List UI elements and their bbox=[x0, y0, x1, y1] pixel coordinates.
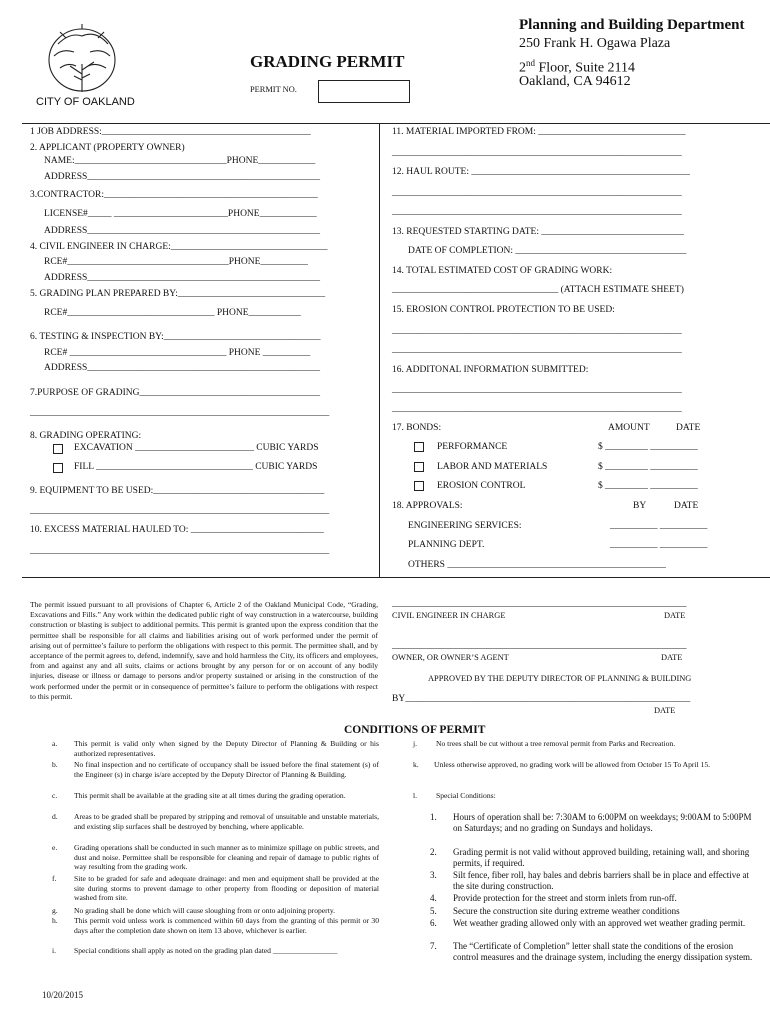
excess-material-field[interactable]: 10. EXCESS MATERIAL HAULED TO: ____________________________ bbox=[30, 525, 324, 535]
condition-b-label: b. bbox=[52, 760, 58, 769]
special-condition-7-number: 7. bbox=[430, 941, 437, 951]
labor-amount-field[interactable]: $ _________ __________ bbox=[598, 462, 698, 472]
city-of-oakland-tree-logo bbox=[30, 22, 138, 98]
testing-address-field[interactable]: ADDRESS_________________________________________________ bbox=[44, 363, 321, 373]
condition-k: Unless otherwise approved, no grading work will be allowed from October 15 To April 15. bbox=[434, 760, 711, 769]
engineering-services-label: ENGINEERING SERVICES: bbox=[408, 521, 522, 531]
condition-c: This permit shall be available at the grading site at all times during the grading operation. bbox=[74, 791, 346, 800]
condition-k-label: k. bbox=[413, 760, 419, 769]
condition-g: No grading shall be done which will cause sloughing from or onto adjoining property. bbox=[74, 906, 336, 915]
condition-d-label: d. bbox=[52, 812, 58, 821]
special-condition-4: Provide protection for the street and storm inlets from run-off. bbox=[453, 893, 677, 903]
approved-by-signature-line[interactable]: BY____________________________________________________________ bbox=[392, 694, 691, 704]
performance-checkbox[interactable] bbox=[414, 442, 424, 452]
condition-f: Site to be graded for safe and adequate drainage: and men and equipment shall be provided at the site during storms to prevent damage to other property from flooding or deposition of material washed from site. bbox=[74, 874, 379, 903]
special-condition-2: Grading permit is not valid without approved building, retaining wall, and shoring permits, if required. bbox=[453, 847, 750, 869]
condition-j: No trees shall be cut without a tree removal permit from Parks and Recreation. bbox=[436, 739, 676, 748]
testing-inspection-field[interactable]: 6. TESTING & INSPECTION BY:_________________________________ bbox=[30, 332, 321, 342]
condition-e: Grading operations shall be conducted in such manner as to minimize spillage on public streets, and dust and noise. Permittee shall be responsible for cleaning and repair of damage to public rights of way resulting from the grading work. bbox=[74, 843, 379, 872]
bonds-date-header: DATE bbox=[676, 423, 701, 433]
condition-e-label: e. bbox=[52, 843, 58, 852]
excavation-field[interactable]: EXCAVATION _________________________ CUBIC YARDS bbox=[74, 443, 319, 453]
bonds-amount-header: AMOUNT bbox=[608, 423, 650, 433]
engineer-address-field[interactable]: ADDRESS_________________________________________________ bbox=[44, 273, 321, 283]
special-condition-5: Secure the construction site during extreme weather conditions bbox=[453, 906, 680, 916]
condition-i: Special conditions shall apply as noted on the grading plan dated _________________ bbox=[74, 946, 338, 955]
planning-approval-field[interactable]: __________ __________ bbox=[610, 540, 708, 550]
condition-l-label: l. bbox=[413, 791, 418, 800]
special-condition-4-number: 4. bbox=[430, 893, 437, 903]
condition-d: Areas to be graded shall be prepared by stripping and removal of unsuitable and unstable materials, and existing slip surfaces shall be destroyed by benching, where applicable. bbox=[74, 812, 379, 831]
estimated-cost-field[interactable]: ___________________________________ (ATTACH ESTIMATE SHEET) bbox=[392, 285, 684, 295]
civil-engineer-date-label: DATE bbox=[664, 611, 686, 620]
completion-date-field[interactable]: DATE OF COMPLETION: ____________________________________ bbox=[408, 246, 687, 256]
contractor-field[interactable]: 3.CONTRACTOR:_____________________________________________ bbox=[30, 190, 318, 200]
permit-no-label: PERMIT NO. bbox=[250, 85, 297, 94]
job-address-field[interactable]: 1 JOB ADDRESS:____________________________________________ bbox=[30, 127, 311, 137]
engineer-rce-field[interactable]: RCE#__________________________________PHONE__________ bbox=[44, 257, 308, 267]
approved-by-label: APPROVED BY THE DEPUTY DIRECTOR OF PLANNING & BUILDING bbox=[428, 674, 692, 683]
performance-amount-field[interactable]: $ _________ __________ bbox=[598, 442, 698, 452]
additional-info-heading: 16. ADDITONAL INFORMATION SUBMITTED: bbox=[392, 365, 589, 375]
page-title: GRADING PERMIT bbox=[250, 52, 405, 71]
erosion-bond-label: EROSION CONTROL bbox=[437, 481, 526, 491]
condition-a-label: a. bbox=[52, 739, 58, 748]
labor-materials-label: LABOR AND MATERIALS bbox=[437, 462, 548, 472]
address-line-1: 250 Frank H. Ogawa Plaza bbox=[519, 36, 671, 51]
conditions-title: CONDITIONS OF PERMIT bbox=[344, 724, 486, 736]
equipment-field[interactable]: 9. EQUIPMENT TO BE USED:____________________________________ bbox=[30, 486, 325, 496]
middle-border bbox=[22, 577, 770, 578]
grading-operating-heading: 8. GRADING OPERATING: bbox=[30, 431, 142, 441]
civil-engineer-field[interactable]: 4. CIVIL ENGINEER IN CHARGE:_________________________________ bbox=[30, 242, 328, 252]
city-logo-caption: CITY OF OAKLAND bbox=[36, 96, 135, 108]
haul-route-field[interactable]: 12. HAUL ROUTE: ______________________________________________ bbox=[392, 167, 690, 177]
special-condition-3-number: 3. bbox=[430, 870, 437, 880]
special-condition-1-number: 1. bbox=[430, 812, 437, 822]
purpose-field[interactable]: 7.PURPOSE OF GRADING______________________________________ bbox=[30, 388, 321, 398]
additional-info-line-2[interactable]: _____________________________________________________________ bbox=[392, 404, 682, 414]
condition-l: Special Conditions: bbox=[436, 791, 496, 800]
contractor-address-field[interactable]: ADDRESS_________________________________________________ bbox=[44, 226, 321, 236]
bonds-heading: 17. BONDS: bbox=[392, 423, 442, 433]
approvals-by-header: BY bbox=[633, 501, 647, 511]
erosion-bond-checkbox[interactable] bbox=[414, 481, 424, 491]
applicant-heading: 2. APPLICANT (PROPERTY OWNER) bbox=[30, 143, 185, 153]
special-condition-2-number: 2. bbox=[430, 847, 437, 857]
additional-info-line-1[interactable]: _____________________________________________________________ bbox=[392, 385, 682, 395]
performance-label: PERFORMANCE bbox=[437, 442, 508, 452]
address-floor: 2 bbox=[519, 60, 526, 76]
fill-checkbox[interactable] bbox=[53, 463, 63, 473]
column-divider bbox=[379, 123, 380, 577]
condition-j-label: j. bbox=[413, 739, 418, 748]
condition-h: This permit void unless work is commenced within 60 days from the granting of this permit or 30 days after the completion date shown on item 13 above, whichever is earlier. bbox=[74, 916, 379, 935]
civil-engineer-signature-line[interactable]: ______________________________________________________________ bbox=[392, 599, 687, 609]
purpose-line[interactable]: _______________________________________________________________ bbox=[30, 408, 330, 418]
material-imported-field[interactable]: 11. MATERIAL IMPORTED FROM: _______________________________ bbox=[392, 127, 686, 137]
erosion-control-line-1[interactable]: _____________________________________________________________ bbox=[392, 326, 682, 336]
special-condition-6-number: 6. bbox=[430, 918, 437, 928]
approvals-heading: 18. APPROVALS: bbox=[392, 501, 463, 511]
special-condition-7: The “Certificate of Completion” letter shall state the conditions of the erosion control measures and the drainage system, including the energy dissipation system. bbox=[453, 941, 753, 963]
equipment-line[interactable]: _______________________________________________________________ bbox=[30, 506, 330, 516]
special-condition-3: Silt fence, fiber roll, hay bales and debris barriers shall be in place and effective at the site during construction. bbox=[453, 870, 749, 892]
owner-date-label: DATE bbox=[661, 653, 683, 662]
plan-rce-field[interactable]: RCE#_______________________________ PHONE___________ bbox=[44, 308, 301, 318]
address-floor-sup: nd bbox=[526, 58, 535, 68]
special-condition-6: Wet weather grading allowed only with an approved wet weather grading permit. bbox=[453, 918, 746, 928]
material-imported-line[interactable]: _____________________________________________________________ bbox=[392, 148, 682, 158]
planning-dept-label: PLANNING DEPT. bbox=[408, 540, 485, 550]
contractor-license-field[interactable]: LICENSE#_____ ________________________PHONE____________ bbox=[44, 209, 317, 219]
starting-date-field[interactable]: 13. REQUESTED STARTING DATE: ______________________________ bbox=[392, 227, 684, 237]
excess-material-line[interactable]: _______________________________________________________________ bbox=[30, 546, 330, 556]
estimated-cost-heading: 14. TOTAL ESTIMATED COST OF GRADING WORK: bbox=[392, 266, 613, 276]
engineering-approval-field[interactable]: __________ __________ bbox=[610, 521, 708, 531]
revision-date: 10/20/2015 bbox=[42, 990, 84, 1000]
haul-route-line-1[interactable]: _____________________________________________________________ bbox=[392, 188, 682, 198]
erosion-control-heading: 15. EROSION CONTROL PROTECTION TO BE USED: bbox=[392, 305, 615, 315]
others-approval-field[interactable]: OTHERS ______________________________________________ bbox=[408, 560, 666, 570]
legal-terms-paragraph: The permit issued pursuant to all provisions of Chapter 6, Article 2 of the Oakland Municipal Code, “Grading, Excavations and Fills.” Any work within the dedicated public right of way construction in a watercourse, building construction or blasting is subject to additional permits. This permit is granted upon the express condition that the permittee shall be responsible for all claims and liabilities arising out of work performed under the permit of arising out of permittee’s failure to perform the obligations with respect to this permit. The permittee shall, and by acceptance of the permit agrees to, defend, indemnify, save and hold harmless the City, its officers and employees, from and against any and all suits, claims or actions brought by any person for or on account of any bodily injuries, disease or illness or damage to persons and/or property sustained or arising in the construction of the work performed under the permit or in consequence of permittee’s failure to perform the obligations with respect to this permit. bbox=[30, 600, 378, 701]
condition-g-label: g. bbox=[52, 906, 58, 915]
applicant-address-field[interactable]: ADDRESS_________________________________________________ bbox=[44, 172, 321, 182]
erosion-control-line-2[interactable]: _____________________________________________________________ bbox=[392, 345, 682, 355]
condition-i-label: i. bbox=[52, 946, 57, 955]
condition-c-label: c. bbox=[52, 791, 58, 800]
owner-signature-label: OWNER, OR OWNER’S AGENT bbox=[392, 653, 509, 662]
special-condition-1: Hours of operation shall be: 7:30AM to 6:00PM on weekdays; 9:00AM to 5:00PM on Saturdays; and no grading on Sundays and holidays. bbox=[453, 812, 752, 834]
fill-field[interactable]: FILL _________________________________ CUBIC YARDS bbox=[74, 462, 318, 472]
plan-prepared-field[interactable]: 5. GRADING PLAN PREPARED BY:_______________________________ bbox=[30, 289, 326, 299]
labor-materials-checkbox[interactable] bbox=[414, 462, 424, 472]
approvals-date-header: DATE bbox=[674, 501, 699, 511]
condition-h-label: h. bbox=[52, 916, 58, 925]
special-condition-5-number: 5. bbox=[430, 906, 437, 916]
condition-b: No final inspection and no certificate of occupancy shall be issued before the final statement (s) of the Engineer (s) in charge is/are accepted by the Deputy Director of Planning & Building. bbox=[74, 760, 379, 779]
approved-by-date-label: DATE bbox=[654, 706, 676, 715]
erosion-amount-field[interactable]: $ _________ __________ bbox=[598, 481, 698, 491]
condition-a: This permit is valid only when signed by the Deputy Director of Planning & Building or his authorized representatives. bbox=[74, 739, 379, 758]
testing-rce-field[interactable]: RCE# _________________________________ PHONE __________ bbox=[44, 348, 311, 358]
applicant-name-field[interactable]: NAME:________________________________PHONE____________ bbox=[44, 156, 316, 166]
address-suite: Floor, Suite 2114 bbox=[535, 60, 636, 76]
department-name: Planning and Building Department bbox=[519, 17, 745, 33]
civil-engineer-signature-label: CIVIL ENGINEER IN CHARGE bbox=[392, 611, 506, 620]
excavation-checkbox[interactable] bbox=[53, 444, 63, 454]
owner-signature-line[interactable]: ______________________________________________________________ bbox=[392, 641, 687, 651]
haul-route-line-2[interactable]: _____________________________________________________________ bbox=[392, 207, 682, 217]
condition-f-label: f. bbox=[52, 874, 57, 883]
permit-no-field[interactable] bbox=[318, 80, 410, 103]
address-line-3: Oakland, CA 94612 bbox=[519, 74, 631, 89]
top-border bbox=[22, 123, 770, 124]
